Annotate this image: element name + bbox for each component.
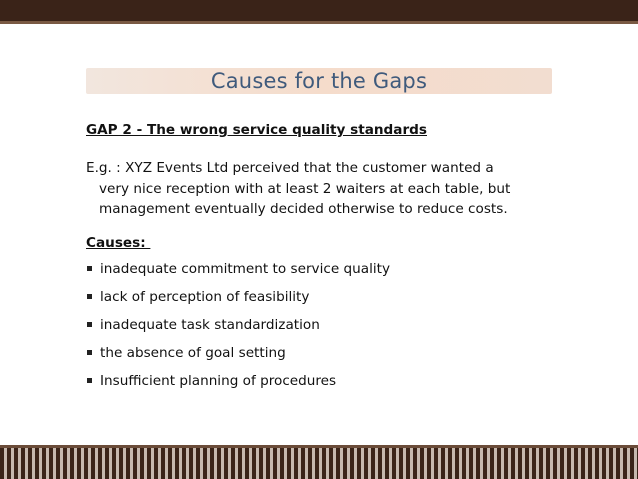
cause-text: inadequate task standardization [100, 317, 320, 333]
square-bullet-icon [87, 294, 92, 299]
cause-text: inadequate commitment to service quality [100, 261, 391, 277]
cause-item [86, 371, 526, 399]
cause-item [86, 259, 526, 287]
square-bullet-icon [87, 378, 92, 383]
cause-text: the absence of goal setting [100, 345, 286, 361]
square-bullet-icon [87, 266, 92, 271]
cause-item [86, 315, 526, 343]
top-decorative-band [0, 0, 638, 21]
slide-content [86, 120, 526, 399]
square-bullet-icon [87, 350, 92, 355]
top-band-accent-line [0, 21, 638, 24]
gap-heading: GAP 2 - The wrong service quality standards [86, 122, 427, 138]
example-paragraph: E.g. : XYZ Events Ltd perceived that the customer wanted a very nice reception with at least 2 waiters at each table, but management eventually decided otherwise to reduce costs. [86, 160, 511, 217]
causes-list [86, 259, 526, 399]
bottom-striped-band [0, 448, 638, 479]
cause-item [86, 287, 526, 315]
cause-text: lack of perception of feasibility [100, 289, 310, 305]
cause-item [86, 343, 526, 371]
cause-text: Insufficient planning of procedures [100, 373, 337, 389]
square-bullet-icon [87, 322, 92, 327]
slide-title: Causes for the Gaps [210, 69, 428, 93]
causes-heading: Causes: [86, 234, 151, 251]
